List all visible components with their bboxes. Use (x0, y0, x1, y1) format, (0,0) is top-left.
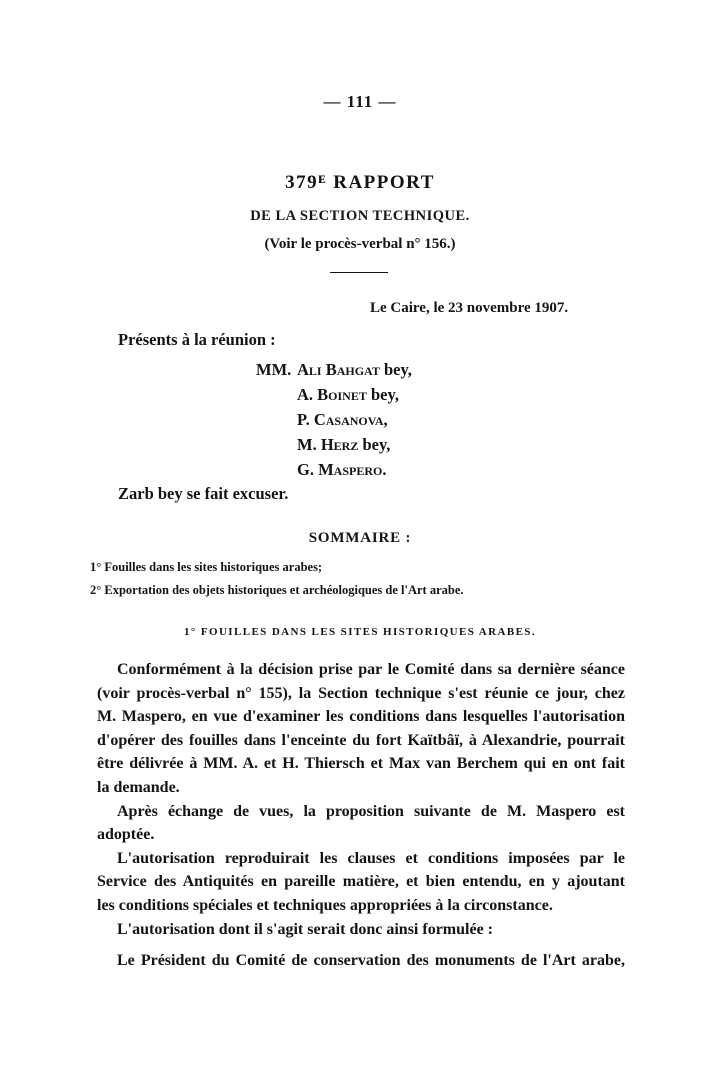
attendee-name: G. Maspero (297, 460, 383, 479)
attendee (297, 385, 412, 410)
minutes-reference: (Voir le procès-verbal n° 156.) (264, 236, 456, 252)
body-line: M. Maspero, en vue d'examiner les conditions dans lesquelles l'autorisation (97, 708, 625, 726)
attendee (297, 435, 412, 460)
body-line: (voir procès-verbal n° 155), la Section technique s'est réunie ce jour, chez (97, 684, 625, 702)
body-line: être délivrée à MM. A. et H. Thiersch et Max van Berchem qui en ont fait (97, 755, 625, 773)
report-title: 379ᴱ RAPPORT (285, 172, 435, 193)
page-number: — 111 — (323, 92, 397, 111)
place-date: Le Caire, le 23 novembre 1907. (370, 300, 569, 316)
body-line: Conformément à la décision prise par le Comité dans sa dernière séance (117, 661, 625, 678)
body-line: les conditions spéciales et techniques appropriées à la circonstance. (97, 896, 553, 914)
body-line: la demande. (97, 778, 180, 796)
attendee-suffix: bey, (366, 385, 399, 404)
body-line: Après échange de vues, la proposition suivante de M. Maspero est adoptée. (97, 802, 625, 844)
title-divider (330, 272, 388, 273)
attendee (297, 360, 412, 385)
attendee-name: A. Boinet (297, 385, 367, 404)
attendee-suffix: , (383, 410, 388, 429)
attendee-suffix: . (382, 460, 387, 479)
presents-label: Présents à la réunion : (118, 330, 276, 349)
section-title: DE LA SECTION TECHNIQUE. (250, 208, 470, 224)
body-line: d'opérer des fouilles dans l'enceinte du fort Kaïtbâï, à Alexandrie, pourrait (97, 731, 625, 749)
body-line: Service des Antiquités en pareille matière, et bien entendu, en y ajoutant (97, 873, 625, 891)
body-line: Le Président du Comité de conservation des monuments de l'Art arabe, (117, 952, 625, 970)
summary-heading: SOMMAIRE : (308, 530, 412, 546)
attendee (297, 460, 412, 485)
excused-note: Zarb bey se fait excuser. (118, 484, 289, 503)
body-line: L'autorisation dont il s'agit serait donc ainsi formulée : (117, 920, 493, 938)
attendee-suffix: bey, (358, 435, 391, 454)
attendee (297, 410, 412, 435)
mm-label: MM. (256, 360, 292, 379)
body-text (97, 658, 625, 973)
attendee-suffix: bey, (379, 360, 412, 379)
summary-list (90, 560, 464, 606)
attendee-list (297, 360, 412, 485)
attendee-name: M. Herz (297, 435, 359, 454)
summary-item: 1° Fouilles dans les sites historiques arabes; (90, 560, 323, 574)
summary-item: 2° Exportation des objets historiques et archéologiques de l'Art arabe. (90, 583, 464, 597)
subsection-heading: 1° FOUILLES DANS LES SITES HISTORIQUES ARABES. (184, 626, 536, 638)
attendee-name: P. Casanova (297, 410, 384, 429)
attendee-name: Ali Bahgat (297, 360, 380, 379)
body-line: L'autorisation reproduirait les clauses et conditions imposées par le (117, 849, 625, 867)
